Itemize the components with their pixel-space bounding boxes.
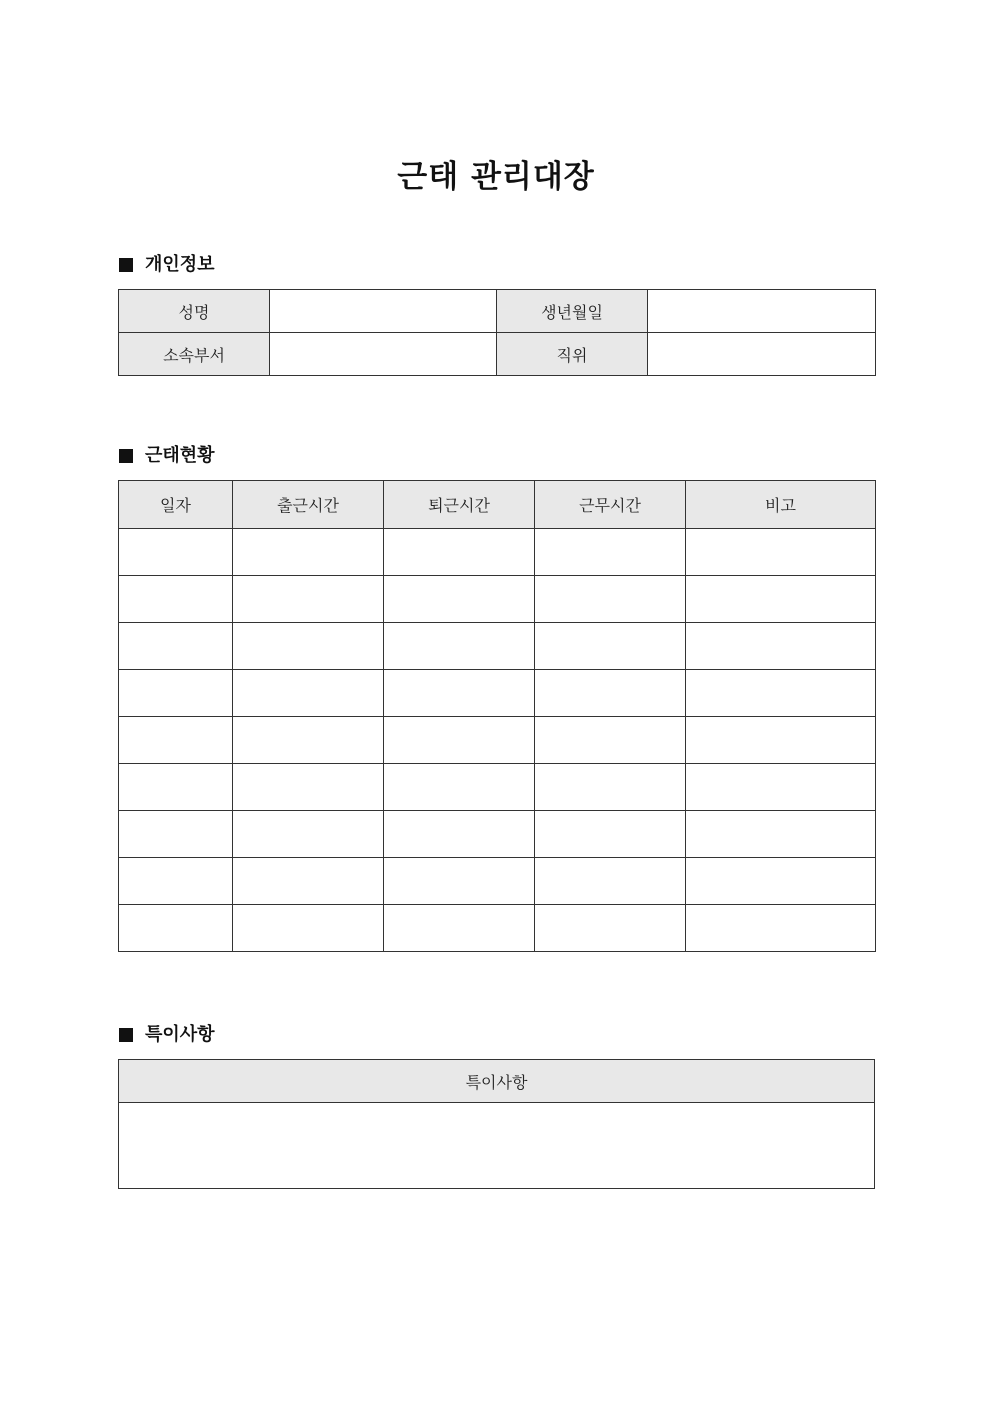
section-heading-label: 특이사항 xyxy=(145,1024,215,1045)
work-hours-cell[interactable] xyxy=(535,623,686,670)
date-cell[interactable] xyxy=(119,811,233,858)
clock-out-cell[interactable] xyxy=(384,764,535,811)
clock-in-cell[interactable] xyxy=(233,670,384,717)
clock-in-cell[interactable] xyxy=(233,717,384,764)
black-square-icon xyxy=(119,258,133,272)
clock-out-cell[interactable] xyxy=(384,811,535,858)
clock-in-cell[interactable] xyxy=(233,623,384,670)
clock-out-cell[interactable] xyxy=(384,905,535,952)
work-hours-cell[interactable] xyxy=(535,529,686,576)
personal-info-table xyxy=(118,289,876,376)
table-row xyxy=(119,670,876,717)
black-square-icon xyxy=(119,1028,133,1042)
name-field[interactable] xyxy=(270,290,497,333)
table-row xyxy=(119,717,876,764)
document-title: 근태 관리대장 xyxy=(397,158,595,195)
date-cell[interactable] xyxy=(119,529,233,576)
clock-in-cell[interactable] xyxy=(233,764,384,811)
clock-out-cell[interactable] xyxy=(384,670,535,717)
table-header-row xyxy=(119,481,876,529)
department-field[interactable] xyxy=(270,333,497,376)
note-cell[interactable] xyxy=(686,811,876,858)
table-row xyxy=(119,623,876,670)
date-cell[interactable] xyxy=(119,717,233,764)
remarks-content-field[interactable] xyxy=(119,1103,875,1189)
position-field[interactable] xyxy=(648,333,876,376)
note-cell[interactable] xyxy=(686,670,876,717)
date-cell[interactable] xyxy=(119,670,233,717)
section-heading-label: 근태현황 xyxy=(145,445,215,466)
date-cell[interactable] xyxy=(119,576,233,623)
clock-out-cell[interactable] xyxy=(384,858,535,905)
work-hours-cell[interactable] xyxy=(535,764,686,811)
clock-out-cell[interactable] xyxy=(384,576,535,623)
table-row xyxy=(119,905,876,952)
clock-in-cell[interactable] xyxy=(233,529,384,576)
column-header-date: 일자 xyxy=(119,481,233,529)
table-row xyxy=(119,1103,875,1189)
work-hours-cell[interactable] xyxy=(535,905,686,952)
note-cell[interactable] xyxy=(686,858,876,905)
column-header-work-hours: 근무시간 xyxy=(535,481,686,529)
section-heading-remarks xyxy=(119,1023,215,1047)
section-heading-attendance xyxy=(119,444,215,468)
remarks-table xyxy=(118,1059,875,1189)
section-heading-personal-info xyxy=(119,253,215,277)
clock-in-cell[interactable] xyxy=(233,811,384,858)
department-label: 소속부서 xyxy=(119,333,270,376)
clock-in-cell[interactable] xyxy=(233,576,384,623)
attendance-table xyxy=(118,480,876,952)
date-cell[interactable] xyxy=(119,764,233,811)
table-row xyxy=(119,576,876,623)
column-header-clock-in: 출근시간 xyxy=(233,481,384,529)
table-row xyxy=(119,290,876,333)
table-row xyxy=(119,811,876,858)
note-cell[interactable] xyxy=(686,576,876,623)
table-row xyxy=(119,764,876,811)
remarks-header: 특이사항 xyxy=(119,1060,875,1103)
note-cell[interactable] xyxy=(686,764,876,811)
black-square-icon xyxy=(119,449,133,463)
work-hours-cell[interactable] xyxy=(535,811,686,858)
clock-out-cell[interactable] xyxy=(384,623,535,670)
name-label: 성명 xyxy=(119,290,270,333)
clock-out-cell[interactable] xyxy=(384,717,535,764)
note-cell[interactable] xyxy=(686,529,876,576)
birthdate-field[interactable] xyxy=(648,290,876,333)
clock-in-cell[interactable] xyxy=(233,858,384,905)
column-header-note: 비고 xyxy=(686,481,876,529)
clock-in-cell[interactable] xyxy=(233,905,384,952)
section-heading-label: 개인정보 xyxy=(145,254,215,275)
note-cell[interactable] xyxy=(686,623,876,670)
birthdate-label: 생년월일 xyxy=(497,290,648,333)
column-header-clock-out: 퇴근시간 xyxy=(384,481,535,529)
date-cell[interactable] xyxy=(119,623,233,670)
work-hours-cell[interactable] xyxy=(535,858,686,905)
table-row xyxy=(119,529,876,576)
note-cell[interactable] xyxy=(686,717,876,764)
table-row xyxy=(119,333,876,376)
table-row xyxy=(119,858,876,905)
table-header-row xyxy=(119,1060,875,1103)
date-cell[interactable] xyxy=(119,858,233,905)
work-hours-cell[interactable] xyxy=(535,670,686,717)
clock-out-cell[interactable] xyxy=(384,529,535,576)
date-cell[interactable] xyxy=(119,905,233,952)
note-cell[interactable] xyxy=(686,905,876,952)
work-hours-cell[interactable] xyxy=(535,576,686,623)
work-hours-cell[interactable] xyxy=(535,717,686,764)
position-label: 직위 xyxy=(497,333,648,376)
